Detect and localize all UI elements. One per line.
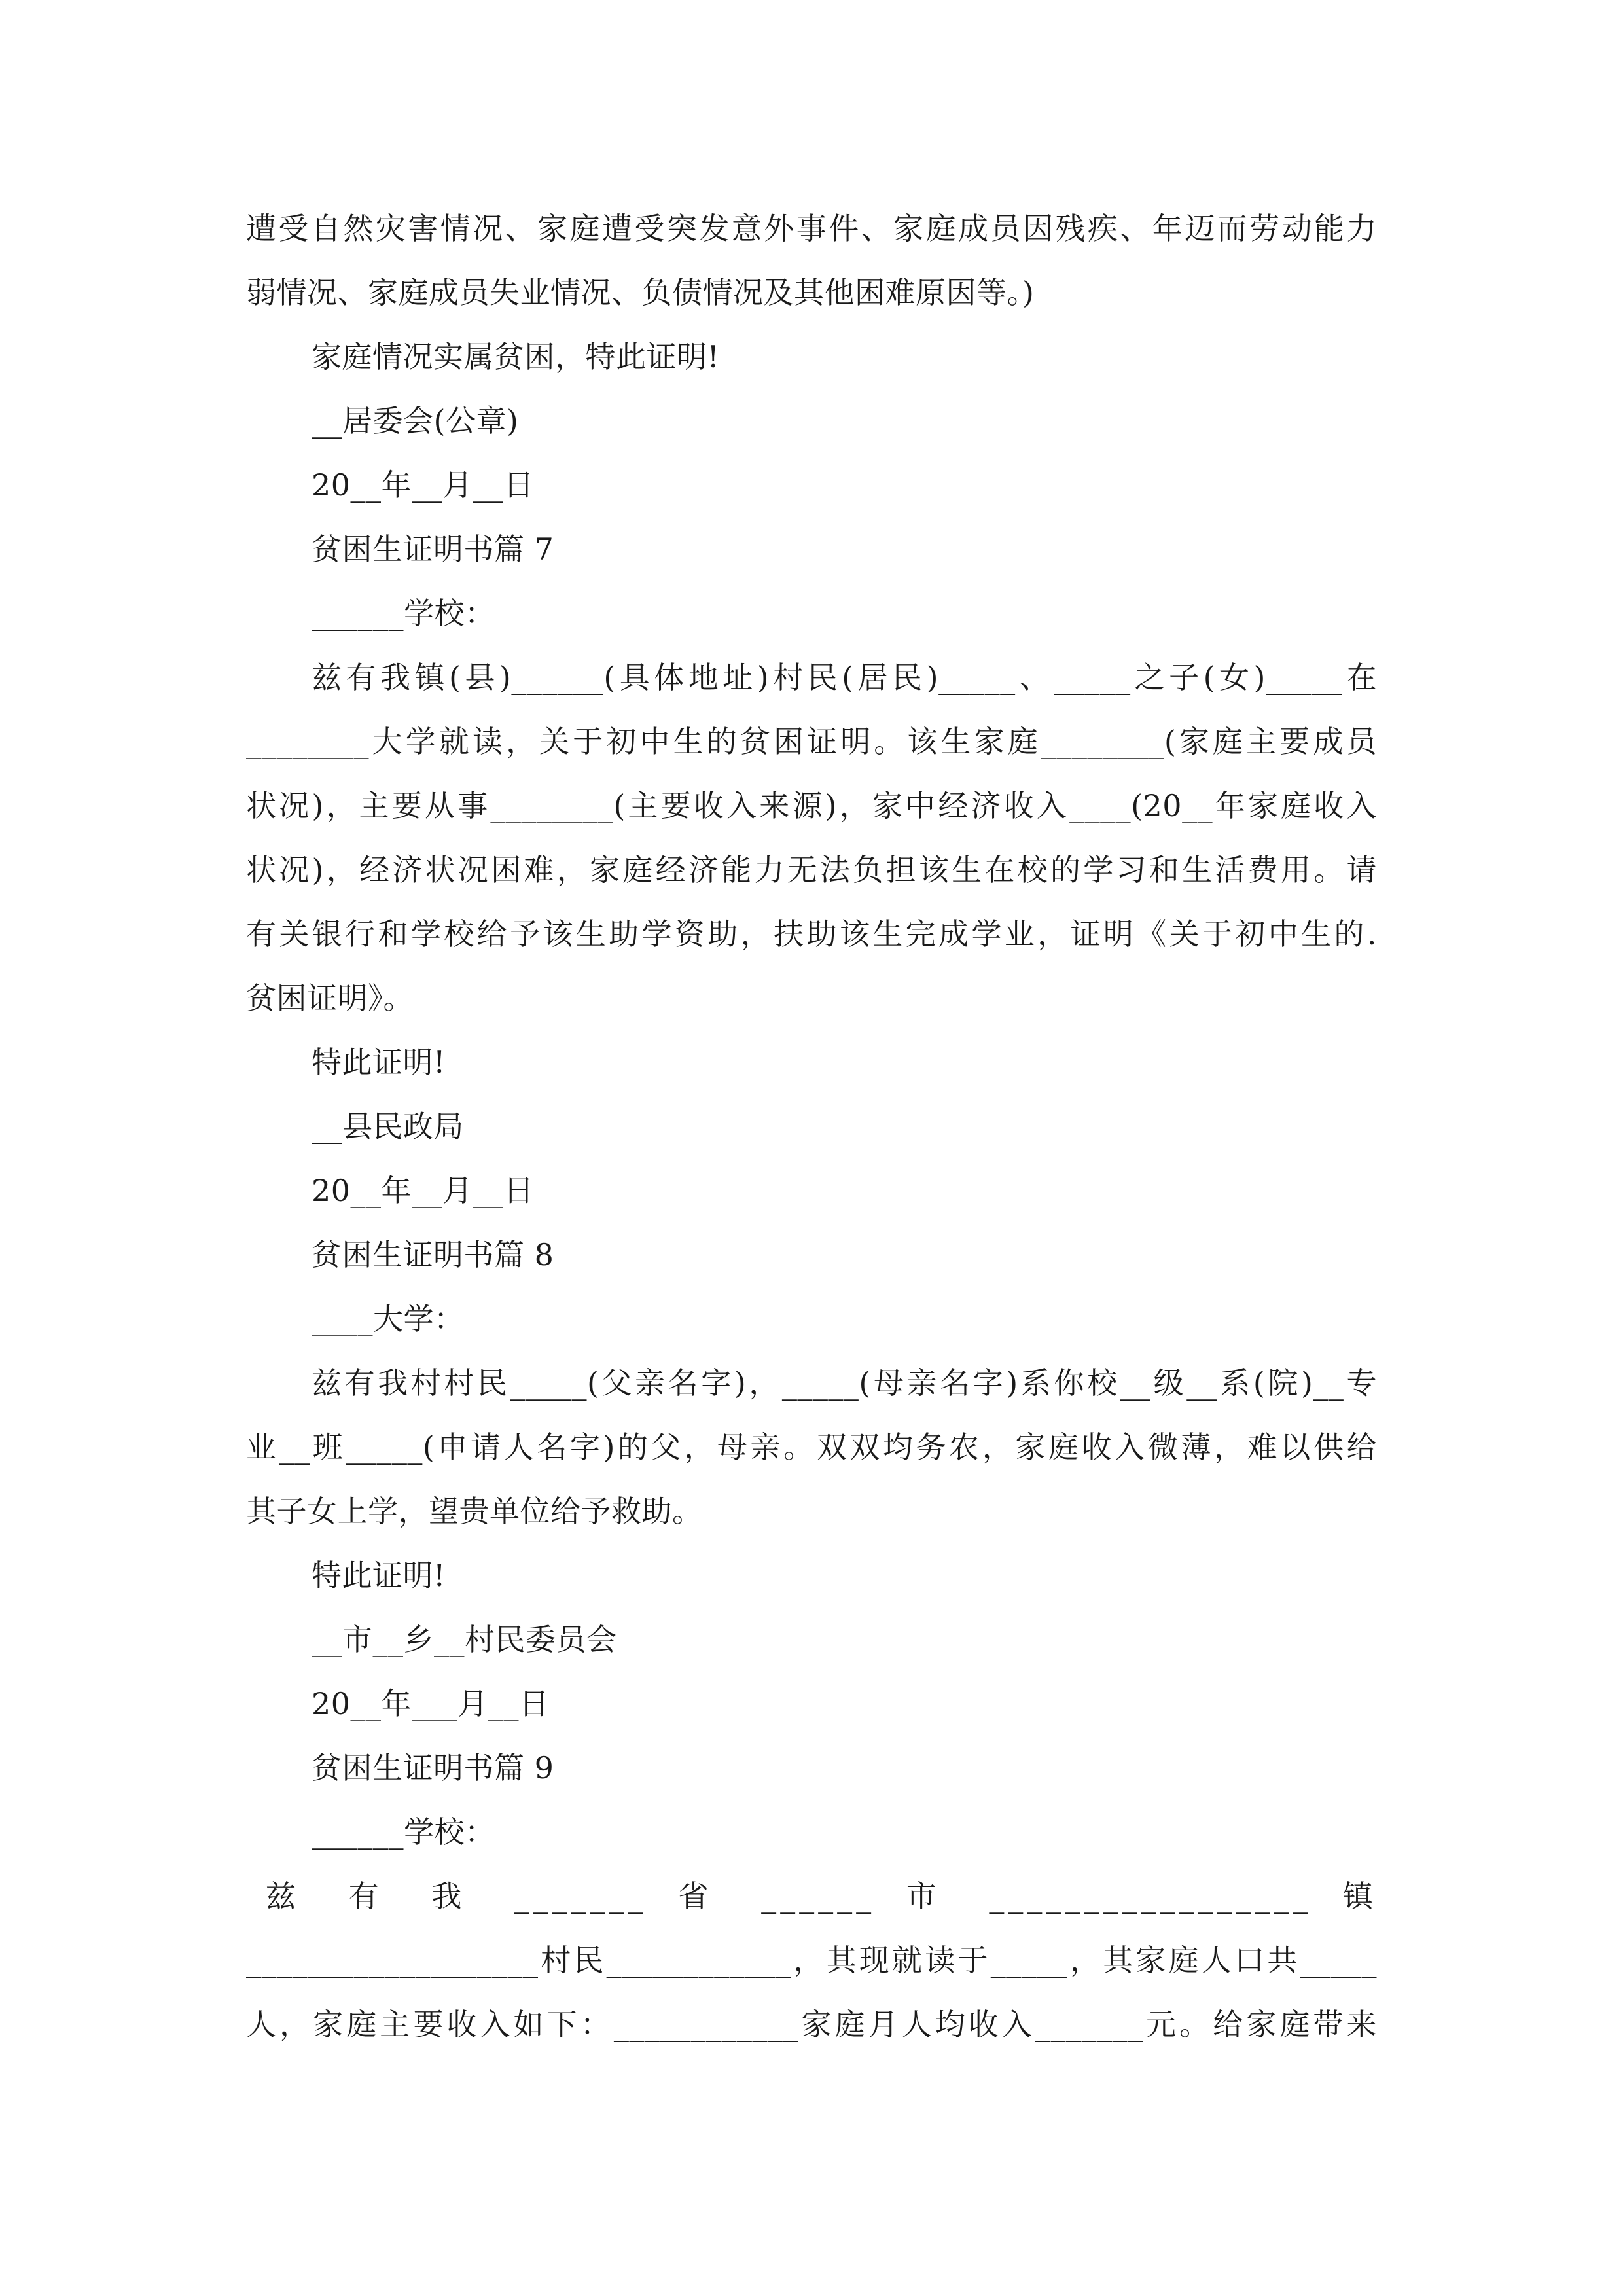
salutation-line: ____大学： — [312, 1301, 465, 1336]
salutation-line: ______学校： — [312, 596, 495, 631]
paragraph-line: 贫困证明》。 — [246, 980, 414, 1016]
paragraph-line: 遭受自然灾害情况、家庭遭受突发意外事件、家庭成员因残疾、年迈而劳动能力 — [246, 211, 1377, 246]
paragraph-line: 兹有我镇(县)______(具体地址)村民(居民)_____、_____之子(女)_____在 — [312, 660, 1377, 695]
paragraph-line: 弱情况、家庭成员失业情况、负债情况及其他困难原因等。) — [246, 275, 1035, 310]
document-page — [246, 196, 1377, 2056]
section-title: 贫困生证明书篇 7 — [312, 531, 554, 567]
paragraph-line: 人，家庭主要收入如下：____________家庭月人均收入_______元。给家庭带来 — [246, 2007, 1377, 2042]
paragraph-line: 业__班_____(申请人名字)的父，母亲。双双均务农，家庭收入微薄，难以供给 — [246, 1429, 1377, 1465]
paragraph-line: 有关银行和学校给予该生助学资助，扶助该生完成学业，证明《关于初中生的. — [246, 916, 1377, 952]
signature-line: __县民政局 — [312, 1109, 464, 1144]
signature-line: __居委会(公章) — [312, 403, 519, 439]
date-line: 20__年__月__日 — [312, 1173, 535, 1208]
paragraph-line: 兹有我村村民_____(父亲名字)，_____(母亲名字)系你校__级__系(院)__专 — [312, 1365, 1377, 1401]
paragraph-line: ________大学就读，关于初中生的贫困证明。该生家庭________(家庭主要成员 — [246, 724, 1377, 759]
paragraph-line: 状况)，经济状况困难，家庭经济能力无法负担该生在校的学习和生活费用。请 — [246, 852, 1377, 888]
paragraph-line: 状况)，主要从事________(主要收入来源)，家中经济收入____(20__年家庭收入 — [246, 788, 1377, 823]
section-title: 贫困生证明书篇 9 — [312, 1750, 554, 1785]
paragraph-line: 兹 有 我 _______ 省 ______ 市 _________________ 镇 — [266, 1878, 1377, 1914]
statement-line: 特此证明! — [312, 1558, 446, 1593]
date-line: 20__年___月__日 — [312, 1686, 550, 1721]
statement-line: 特此证明! — [312, 1045, 446, 1080]
statement-line: 家庭情况实属贫困，特此证明! — [312, 339, 720, 374]
paragraph-line: ___________________村民____________，其现就读于_____，其家庭人口共_____ — [246, 1943, 1377, 1978]
signature-line: __市__乡__村民委员会 — [312, 1622, 617, 1657]
section-title: 贫困生证明书篇 8 — [312, 1237, 554, 1272]
salutation-line: ______学校： — [312, 1814, 495, 1850]
date-line: 20__年__月__日 — [312, 467, 535, 503]
paragraph-line: 其子女上学，望贵单位给予救助。 — [246, 1494, 703, 1529]
